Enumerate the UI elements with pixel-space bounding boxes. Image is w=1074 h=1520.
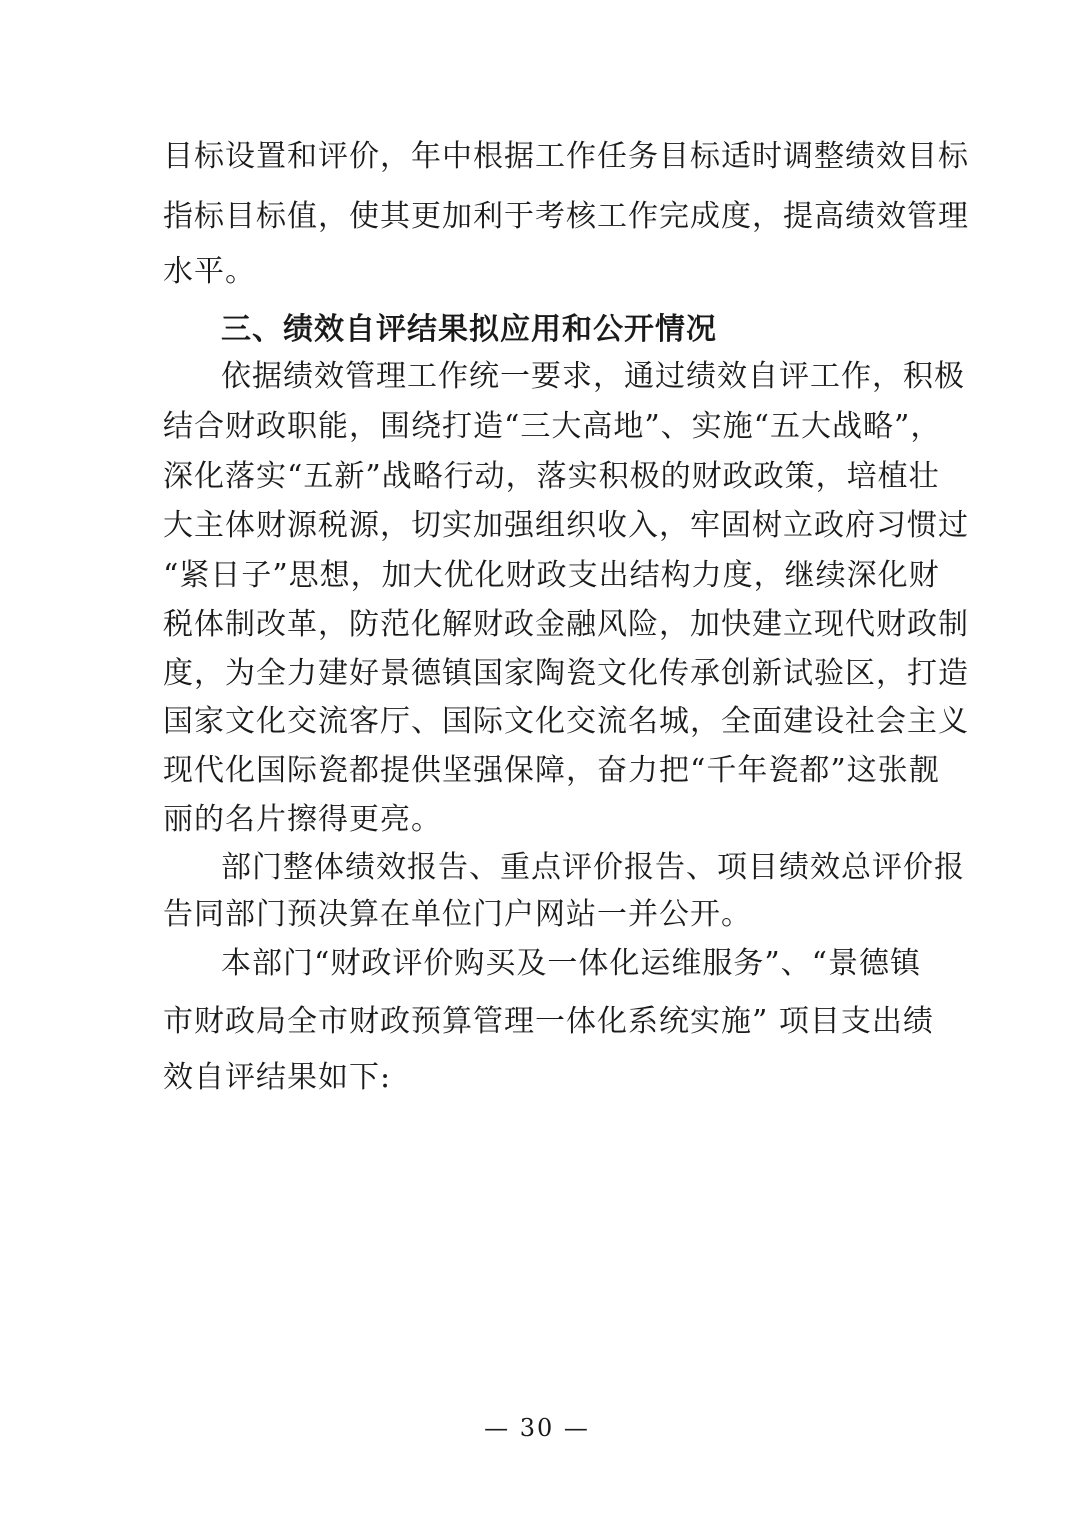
paragraph-line: 水平。 (163, 254, 256, 289)
paragraph-line: 大主体财源税源，切实加强组织收入，牢固树立政府习惯过 (163, 508, 969, 543)
page-number: — 30 — (484, 1414, 590, 1442)
paragraph-line: 度，为全力建好景德镇国家陶瓷文化传承创新试验区，打造 (163, 656, 969, 691)
paragraph-line: 目标设置和评价，年中根据工作任务目标适时调整绩效目标 (163, 139, 969, 174)
paragraph-line: “紧日子”思想，加大优化财政支出结构力度，继续深化财 (163, 558, 940, 593)
paragraph-line: 丽的名片擦得更亮。 (163, 802, 442, 837)
paragraph-line: 税体制改革，防范化解财政金融风险，加快建立现代财政制 (163, 607, 969, 642)
paragraph-line: 深化落实“五新”战略行动，落实积极的财政政策，培植壮 (163, 459, 940, 494)
paragraph-line: 部门整体绩效报告、重点评价报告、项目绩效总评价报 (221, 850, 965, 885)
paragraph-line: 现代化国际瓷都提供坚强保障，奋力把“千年瓷都”这张靓 (163, 753, 940, 788)
paragraph-line: 市财政局全市财政预算管理一体化系统实施” 项目支出绩 (163, 1004, 934, 1039)
paragraph-line: 结合财政职能，围绕打造“三大高地”、实施“五大战略”， (163, 409, 942, 444)
paragraph-line: 本部门“财政评价购买及一体化运维服务”、“景德镇 (221, 946, 922, 981)
paragraph-line: 指标目标值，使其更加利于考核工作完成度，提高绩效管理 (163, 199, 969, 234)
paragraph-line: 依据绩效管理工作统一要求，通过绩效自评工作，积极 (221, 359, 965, 394)
paragraph-line: 国家文化交流客厅、国际文化交流名城，全面建设社会主义 (163, 704, 969, 739)
paragraph-line: 告同部门预决算在单位门户网站一并公开。 (163, 897, 752, 932)
paragraph-line: 效自评结果如下: (163, 1060, 392, 1095)
section-heading: 三、绩效自评结果拟应用和公开情况 (221, 312, 717, 347)
